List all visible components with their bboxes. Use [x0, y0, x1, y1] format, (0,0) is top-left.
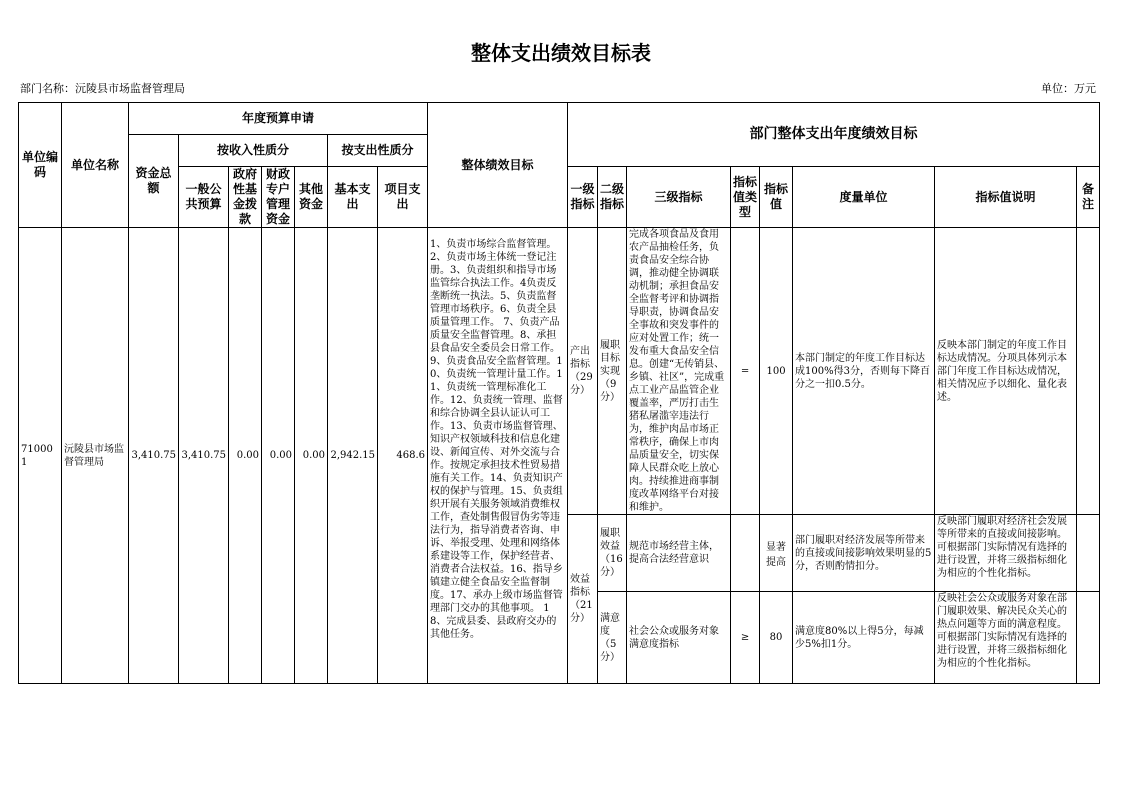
header-basic-exp: 基本支出 [328, 167, 378, 228]
indicator-remark [1077, 515, 1100, 592]
indicator-level2: 满意度（5分） [598, 592, 627, 684]
gov-fund-cell: 0.00 [229, 228, 262, 684]
header-unit-code: 单位编码 [19, 103, 62, 228]
special-fund-cell: 0.00 [262, 228, 295, 684]
header-total-funds: 资金总额 [129, 135, 179, 228]
header-annual-budget: 年度预算申请 [129, 103, 428, 135]
indicator-value: 80 [760, 592, 793, 684]
indicator-remark [1077, 592, 1100, 684]
indicator-value: 显著提高 [760, 515, 793, 592]
indicator-value-desc [935, 592, 1077, 684]
other-fund-cell: 0.00 [295, 228, 328, 684]
basic-exp-cell: 2,942.15 [328, 228, 378, 684]
indicator-value-desc [935, 515, 1077, 592]
department-label: 部门名称：沅陵县市场监督管理局 [20, 82, 185, 95]
project-exp-cell: 468.6 [378, 228, 428, 684]
header-value-desc: 指标值说明 [935, 167, 1077, 228]
header-overall-goal: 整体绩效目标 [428, 103, 568, 228]
header-value-type: 指标值类型 [731, 167, 760, 228]
value-desc-text: 反映社会公众或服务对象在部门履职效果、解决民众关心的热点问题等方面的满意程度。可根据部门实际情况有选择的进行设置，并将三级指标细化为相应的个性化指标。 [937, 593, 1068, 669]
unit-label: 单位：万元 [1041, 82, 1096, 95]
indicator-level2: 履职目标实现（9分） [598, 228, 627, 515]
total-funds-cell: 3,410.75 [129, 228, 179, 684]
performance-table [18, 102, 1100, 684]
header-project-exp: 项目支出 [378, 167, 428, 228]
header-value: 指标值 [760, 167, 793, 228]
indicator-level3: 规范市场经营主体，提高合法经营意识 [627, 515, 731, 592]
header-level3: 三级指标 [627, 167, 731, 228]
indicator-measure: 部门履职对经济发展等所带来的直接或间接影响效果明显的5分，否则酌情扣分。 [793, 515, 935, 592]
indicator-remark [1077, 228, 1100, 515]
page-title: 整体支出绩效目标表 [471, 41, 651, 65]
indicator-level2: 履职效益（16分） [598, 515, 627, 592]
unit-name-cell: 沅陵县市场监督管理局 [62, 228, 129, 684]
header-measure: 度量单位 [793, 167, 935, 228]
indicator-measure: 本部门制定的年度工作目标达成100%得3分，否则每下降百分之一扣0.5分。 [793, 228, 935, 515]
value-desc-text: 反映部门履职对经济社会发展等所带来的直接或间接影响。可根据部门实际情况有选择的进行设置，并将三级指标细化为相应的个性化指标。 [937, 516, 1068, 579]
header-general-budget: 一般公共预算 [179, 167, 229, 228]
header-gov-fund: 政府性基金拨款 [229, 167, 262, 228]
header-other-fund: 其他资金 [295, 167, 328, 228]
indicator-level1: 产出指标（29分） [568, 228, 598, 515]
header-by-expense: 按支出性质分 [328, 135, 428, 167]
header-level1: 一级指标 [568, 167, 598, 228]
header-by-income: 按收入性质分 [179, 135, 328, 167]
general-budget-cell: 3,410.75 [179, 228, 229, 684]
header-remark: 备注 [1077, 167, 1100, 228]
header-special-fund: 财政专户管理资金 [262, 167, 295, 228]
header-dept-goal: 部门整体支出年度绩效目标 [568, 103, 1100, 167]
header-unit-name: 单位名称 [62, 103, 129, 228]
indicator-value-type [731, 515, 760, 592]
indicator-value-type: = [731, 228, 760, 515]
header-level2: 二级指标 [598, 167, 627, 228]
indicator-value-type: ≥ [731, 592, 760, 684]
indicator-value: 100 [760, 228, 793, 515]
overall-goal-cell: 1、负责市场综合监督管理。2、负责市场主体统一登记注册。3、负责组织和指导市场监管综合执法工作。4负责反垄断统一执法。5、负责监督管理市场秩序。6、负责全县质量管理工作。 7、负责产品质量安全监督管理。8、承担县食品安全委员会日常工作。9、负责食品安全监督管理。10、负责统一管理计量工作。11、负责统一管理标准化工作。12、负责统一管理、监督和综合协调全县认证认可工作。13、负责市场监督管理、知识产权领域科技和信息化建设、新闻宣传、对外交流与合作。按规定承担技术性贸易措施有关工作。14、负责知识产权的保护与管理。15、负责组织开展有关服务领域消费维权工作，查处制售假冒伪劣等违法行为，指导消费者咨询、申诉、举报受理、处理和网络体系建设等工作，保护经营者、消费者合法权益。16、指导乡镇建立健全食品安全监督制度。17、承办上级市场监督管理部门交办的其他事项。 18、完成县委、县政府交办的其他任务。 [428, 228, 568, 684]
indicator-value-desc: 反映本部门制定的年度工作目标达成情况。分项具体列示本部门年度工作目标达成情况，相关情况应予以细化、量化表述。 [935, 228, 1077, 515]
unit-code-cell: 710001 [19, 228, 62, 684]
indicator-level1: 效益指标（21分） [568, 515, 598, 684]
indicator-level3: 完成各项食品及食用农产品抽检任务，负责食品安全综合协调，推动健全协调联动机制；承担食品安全监督考评和协调指导职责，协调食品安全事故和突发事件的应对处置工作；统一发布重大食品安全信息。创建“无传销县、乡镇、社区”，完成重点工业产品监管企业覆盖率，严厉打击生猪私屠滥宰违法行为，维护肉品市场正常秩序，确保上市肉品质量安全，切实保障人民群众吃上放心肉。持续推进商事制度改革网络平台对接和维护。 [627, 228, 731, 515]
indicator-level3: 社会公众或服务对象满意度指标 [627, 592, 731, 684]
indicator-measure: 满意度80%以上得5分，每减少5%扣1分。 [793, 592, 935, 684]
